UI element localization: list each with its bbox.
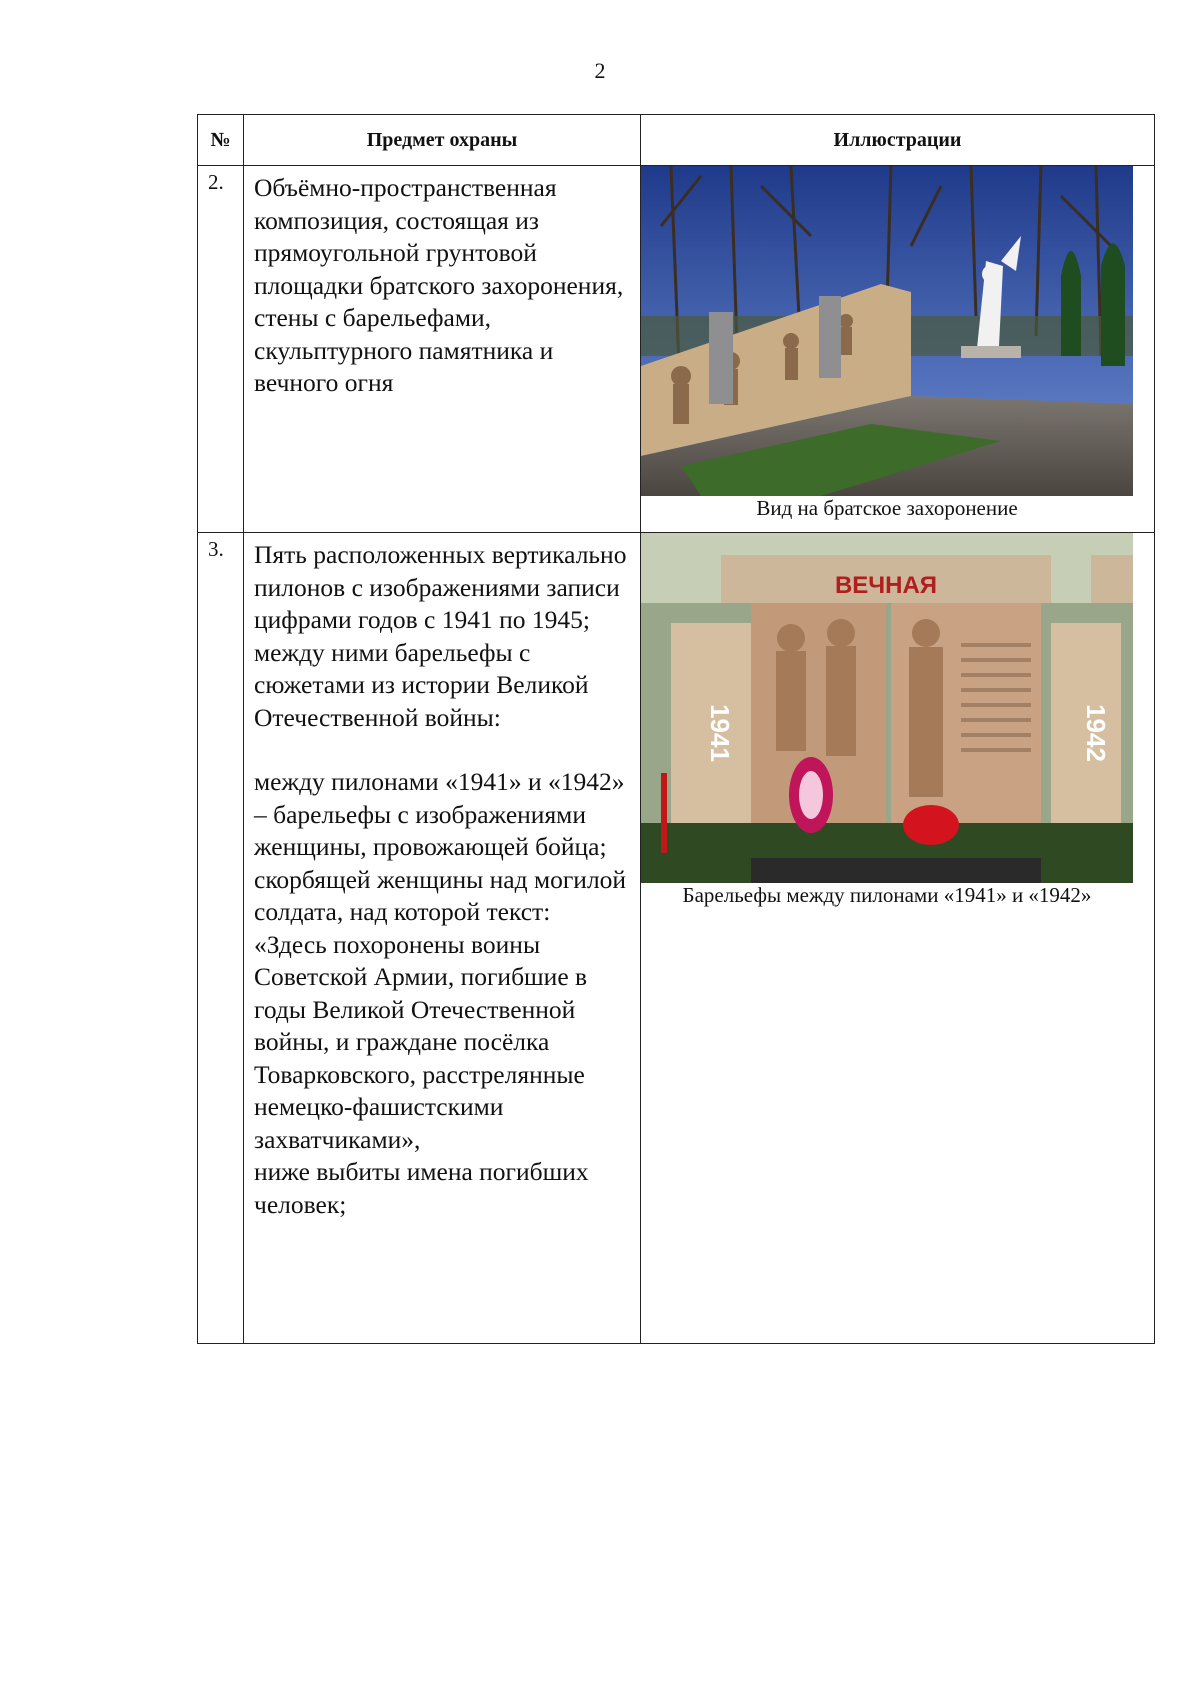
- header-illustrations: Иллюстрации: [641, 115, 1155, 166]
- memorial-overview-photo: [641, 166, 1133, 496]
- subject-text: Объёмно-пространственная композиция, состоящая из прямоугольной грунтовой площадки братского захоронения, стены с барельефами, скульптурного памятника и вечного огня: [254, 173, 624, 397]
- photo-caption: Барельефы между пилонами «1941» и «1942»: [682, 883, 1092, 907]
- subject-paragraph: ниже выбиты имена погибших человек;: [254, 1157, 589, 1219]
- subject-paragraph: между пилонами «1941» и «1942» – барельефы с изображениями женщины, провожающей бойца; скорбящей женщины над могилой солдата, над которой текст:: [254, 767, 627, 926]
- row-number-cell: [198, 533, 244, 1344]
- illustration-cell: [641, 533, 1155, 1344]
- pylon-1942-label: 1942: [1081, 704, 1111, 762]
- table-header-row: [198, 115, 1155, 166]
- photo-caption: Вид на братское захоронение: [756, 496, 1018, 520]
- row-number: 3.: [208, 537, 224, 561]
- bas-relief-photo: [641, 533, 1133, 883]
- protection-table: [197, 114, 1155, 1344]
- subject-paragraph: Пять расположенных вертикально пилонов с изображениями записи цифрами годов с 1941 по 1945; между ними барельефы с сюжетами из истории Великой Отечественной войны:: [254, 540, 627, 732]
- header-number: №: [198, 115, 244, 166]
- header-subject: Предмет охраны: [244, 115, 641, 166]
- table-row: [198, 166, 1155, 533]
- illustration-cell: [641, 166, 1155, 533]
- page-number: 2: [594, 58, 606, 83]
- subject-cell: [244, 166, 641, 533]
- row-number: 2.: [208, 170, 224, 194]
- subject-quote: «Здесь похоронены воины Советской Армии, погибшие в годы Великой Отечественной войны, и граждане посёлка Товарковского, расстрелянные немецко-фашистскими захватчиками»,: [254, 929, 588, 1154]
- row-number-cell: [198, 166, 244, 533]
- wall-banner: ВЕЧНАЯ: [834, 572, 938, 599]
- table-row: [198, 533, 1155, 1344]
- pylon-1941-label: 1941: [705, 704, 735, 762]
- subject-cell: [244, 533, 641, 1344]
